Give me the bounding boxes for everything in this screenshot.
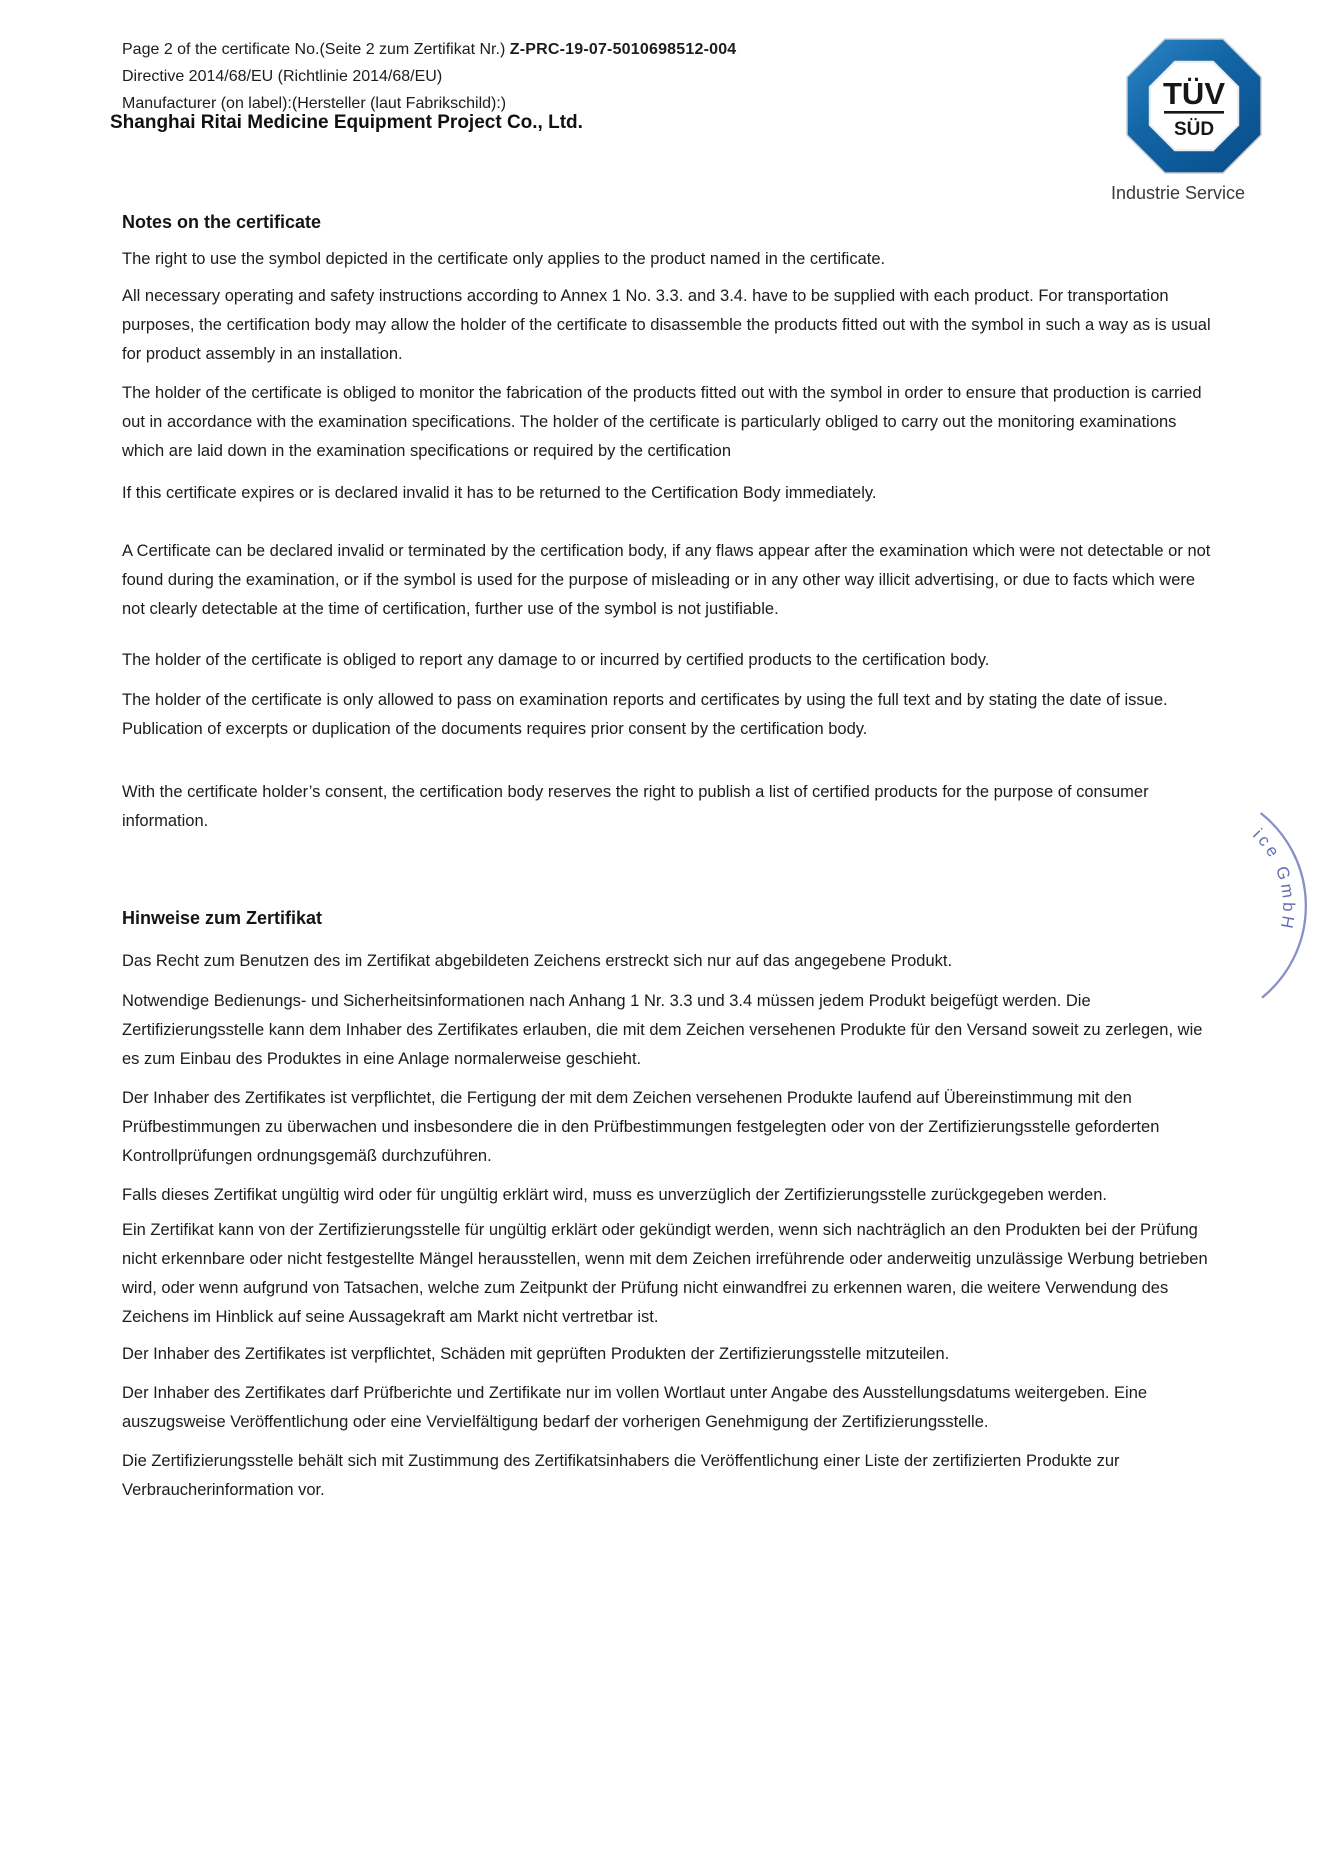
notes-de-paragraph: Der Inhaber des Zertifikates ist verpflichtet, die Fertigung der mit dem Zeichen versehenen Produkte laufend auf Übereinstimmung mit den Prüfbestimmungen zu überwachen und insbesondere die in den Prüfbestimmungen festgelegten oder von der Zertifizierungsstelle geforderten Kontrollprüfungen ordnungsgemäß durchzuführen.: [122, 1089, 1160, 1165]
notes-en-paragraph: The right to use the symbol depicted in the certificate only applies to the product named in the certificate.: [122, 250, 886, 268]
stamp-arc: [1261, 813, 1306, 998]
notes-de-heading: Hinweise zum Zertifikat: [122, 908, 323, 928]
page-number-line: [122, 36, 1022, 63]
notes-en-paragraph: The holder of the certificate is only allowed to pass on examination reports and certificates by using the full text and by stating the date of issue. Publication of excerpts or duplication of the documents requires prior consent by the certification body.: [122, 691, 1168, 738]
notes-en-paragraph: With the certificate holder’s consent, the certification body reserves the right to publish a list of certified products for the purpose of consumer information.: [122, 783, 1149, 830]
tuv-sud-logo: [1124, 36, 1264, 181]
notes-en-heading: Notes on the certificate: [122, 212, 322, 232]
notes-en-paragraph: A Certificate can be declared invalid or terminated by the certification body, if any flaws appear after the examination which were not detectable or not found during the examination, or if the symbol is used for the purpose of misleading or in any other way illicit advertising, or due to facts which were not clearly detectable at the time of certification, further use of the symbol is not justifiable.: [122, 542, 1211, 618]
notes-de-paragraph: Die Zertifizierungsstelle behält sich mit Zustimmung des Zertifikatsinhabers die Veröffentlichung einer Liste der zertifizierten Produkte zur Verbraucherinformation vor.: [122, 1452, 1120, 1499]
notes-en-paragraph: The holder of the certificate is obliged to report any damage to or incurred by certified products to the certification body.: [122, 651, 990, 669]
stamp-text: ice GmbH: [1249, 825, 1299, 934]
notes-de-paragraph: Der Inhaber des Zertifikates ist verpflichtet, Schäden mit geprüften Produkten der Zertifizierungsstelle mitzuteilen.: [122, 1345, 950, 1363]
manufacturer-name: Shanghai Ritai Medicine Equipment Project Co., Ltd.: [110, 112, 583, 133]
notes-de-paragraph: Ein Zertifikat kann von der Zertifizierungsstelle für ungültig erklärt oder gekündigt werden, wenn sich nachträglich an den Produkten bei der Prüfung nicht erkennbare oder nicht festgestellte Mängel herausstellen, wenn mit dem Zeichen irreführende oder anderweitig unzulässige Werbung betrieben wird, oder wenn aufgrund von Tatsachen, welche zum Zeitpunkt der Prüfung nicht einwandfrei zu erkennen waren, die weitere Verwendung des Zeichens im Hinblick auf seine Aussagekraft am Markt nicht vertretbar ist.: [122, 1221, 1208, 1326]
certificate-number: Z-PRC-19-07-5010698512-004: [509, 41, 737, 58]
notes-de-paragraph: Falls dieses Zertifikat ungültig wird oder für ungültig erklärt wird, muss es unverzüglich der Zertifizierungsstelle zurückgegeben werden.: [122, 1186, 1107, 1204]
page-header: [122, 36, 1022, 117]
notes-de-paragraph: Der Inhaber des Zertifikates darf Prüfberichte und Zertifikate nur im vollen Wortlaut unter Angabe des Ausstellungsdatums weitergeben. Eine auszugsweise Veröffentlichung oder eine Vervielfältigung bedarf der vorherigen Genehmigung der Zertifizierungsstelle.: [122, 1384, 1148, 1431]
manufacturer-label: Manufacturer (on label):(Hersteller (laut Fabrikschild):): [122, 95, 507, 112]
notes-de-paragraph: Das Recht zum Benutzen des im Zertifikat abgebildeten Zeichens erstreckt sich nur auf das angegebene Produkt.: [122, 952, 953, 970]
notes-de-paragraph: Notwendige Bedienungs- und Sicherheitsinformationen nach Anhang 1 Nr. 3.3 und 3.4 müssen jedem Produkt beigefügt werden. Die Zertifizierungsstelle kann dem Inhaber des Zertifikates erlauben, die mit dem Zeichen versehenen Produkte für den Versand soweit zu zerlegen, wie es zum Einbau des Produktes in eine Anlage normalerweise geschieht.: [122, 992, 1203, 1068]
page-number-label: Page 2 of the certificate No.(Seite 2 zum Zertifikat Nr.): [122, 41, 510, 58]
directive-line: Directive 2014/68/EU (Richtlinie 2014/68/EU): [122, 68, 443, 85]
certificate-notes: [122, 212, 1212, 1505]
tuv-sud-octagon-icon: [1124, 36, 1264, 176]
notes-en-paragraph: If this certificate expires or is declared invalid it has to be returned to the Certification Body immediately.: [122, 484, 877, 502]
logo-subtitle: Industrie Service: [1110, 183, 1246, 203]
notes-en-paragraph: All necessary operating and safety instructions according to Annex 1 No. 3.3. and 3.4. have to be supplied with each product. For transportation purposes, the certification body may allow the holder of the certificate to disassemble the products fitted out with the symbol in such a way as is usual for product assembly in an installation.: [122, 287, 1211, 363]
logo-sud-text: SÜD: [1173, 119, 1215, 140]
logo-tuv-text: TÜV: [1163, 76, 1225, 111]
notes-en-paragraph: The holder of the certificate is obliged to monitor the fabrication of the products fitted out with the symbol in order to ensure that production is carried out in accordance with the examination specifications. The holder of the certificate is particularly obliged to carry out the monitoring examinations which are laid down in the examination specifications or required by the certification: [122, 384, 1202, 460]
logo-divider: [1164, 111, 1224, 114]
